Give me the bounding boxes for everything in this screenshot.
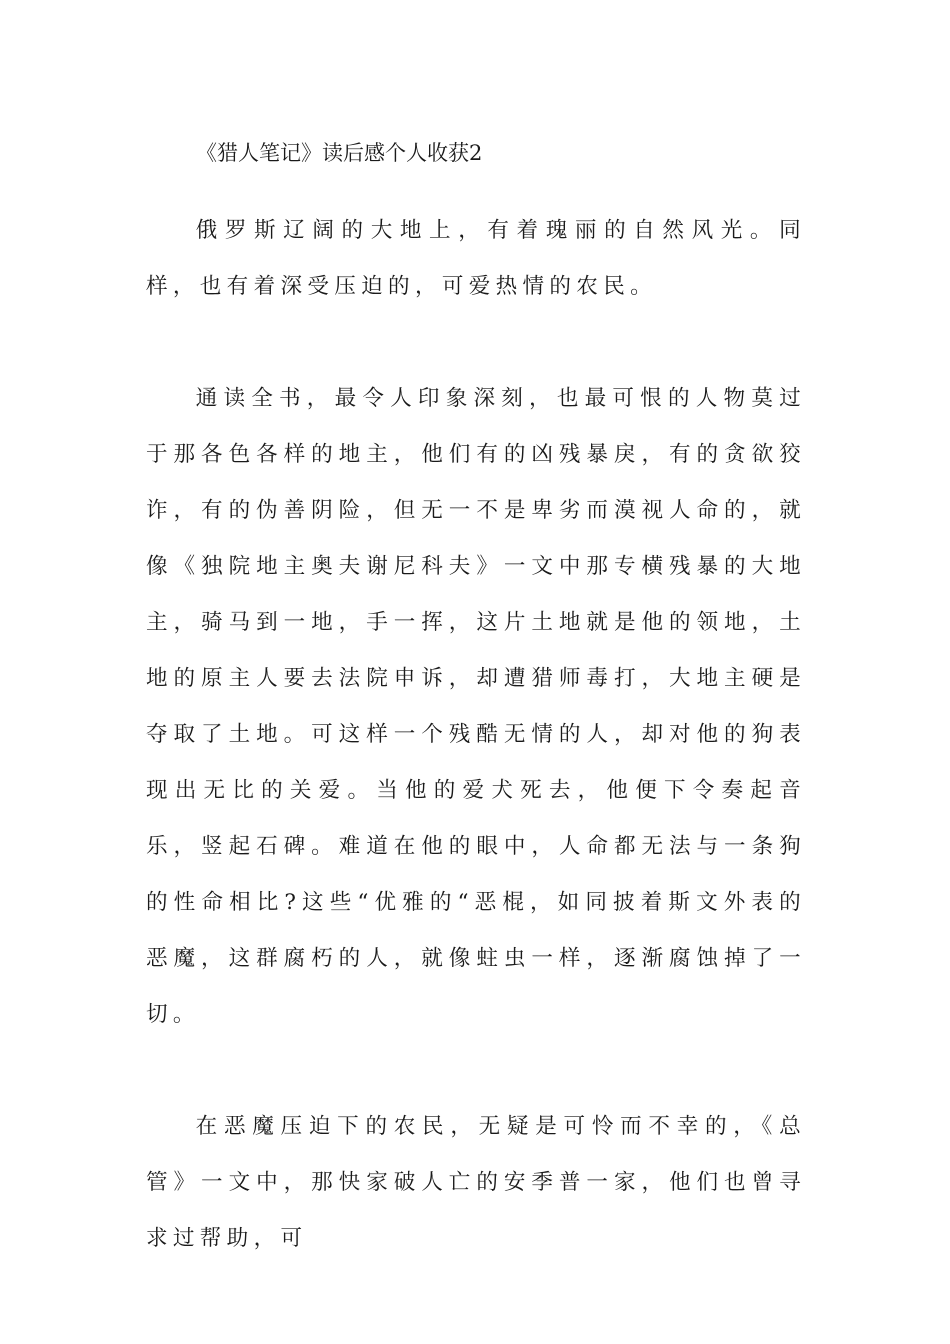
paragraph-3: 在恶魔压迫下的农民，无疑是可怜而不幸的，《总管》一文中，那快家破人亡的安季普一家，他们也曾寻求过帮助，可: [146, 1114, 806, 1251]
document-body: [146, 132, 806, 1267]
paragraph-2: 通读全书，最令人印象深刻，也最可恨的人物莫过于那各色各样的地主，他们有的凶残暴戾，有的贪欲狡诈，有的伪善阴险，但无一不是卑劣而漠视人命的，就像《独院地主奥夫谢尼科夫》一文中那专横残暴的大地主，骑马到一地，手一挥，这片土地就是他的领地，土地的原主人要去法院申诉，却遭猎师毒打，大地主硬是夺取了土地。可这样一个残酷无情的人，却对他的狗表现出无比的关爱。当他的爱犬死去，他便下令奏起音乐，竖起石碑。难道在他的眼中，人命都无法与一条狗的性命相比?这些“优雅的“恶棍，如同披着斯文外表的恶魔，这群腐朽的人，就像蛀虫一样，逐渐腐蚀掉了一切。: [146, 386, 806, 1027]
document-title: 《猎人笔记》读后感个人收获2: [196, 141, 483, 165]
paragraph-1: 俄罗斯辽阔的大地上，有着瑰丽的自然风光。同样，也有着深受压迫的，可爱热情的农民。: [146, 218, 806, 299]
